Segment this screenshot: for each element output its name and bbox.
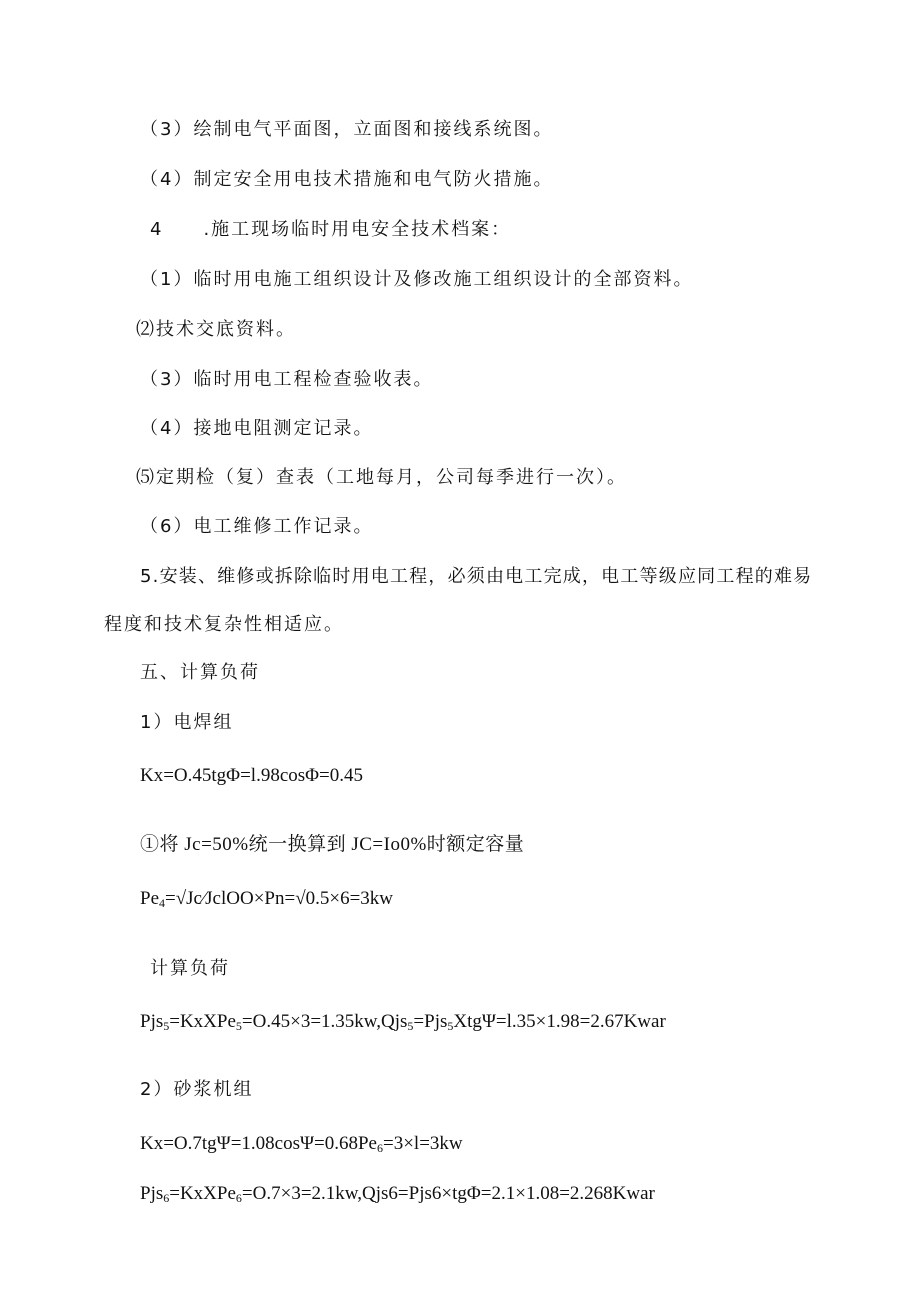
pjs5-sub2: 5 <box>235 1019 242 1033</box>
archive-item-2: ⑵技术交底资料。 <box>136 319 296 340</box>
calc-load-label: 计算负荷 <box>150 958 230 979</box>
mortar-mixer-heading: 2）砂浆机组 <box>140 1079 254 1100</box>
item-4-safety-measures: （4）制定安全用电技术措施和电气防火措施。 <box>140 169 554 190</box>
pe4-subscript: 4 <box>159 896 165 910</box>
capacity-conversion-note: ①将 Jc=50%统一换算到 JC=Io0%时额定容量 <box>140 834 525 855</box>
pe4-symbol: Pe <box>140 888 159 909</box>
pjs5-sub3: 5 <box>407 1019 414 1033</box>
archive-item-3: （3）临时用电工程检查验收表。 <box>140 369 434 390</box>
pjs5-part-c: =O.45×3=1.35kw,Qjs <box>241 1011 408 1032</box>
pjs5-part-e: XtgΨ=l.35×1.98=2.67Kwar <box>453 1011 666 1032</box>
section-5-paragraph-line1: 5.安装、维修或拆除临时用电工程，必须由电工完成，电工等级应同工程的难易 <box>140 566 813 587</box>
section-4-title: .施工现场临时用电安全技术档案： <box>203 219 512 240</box>
mortar-coeff-subscript: 6 <box>376 1141 383 1155</box>
pjs5-part-b: =KxXPe <box>169 1011 236 1032</box>
section-5-paragraph-line2: 程度和技术复杂性相适应。 <box>104 614 344 635</box>
mortar-coeff-part-a: Kx=O.7tgΨ=1.08cosΨ=0.68Pe <box>140 1133 377 1154</box>
welding-group-heading: 1）电焊组 <box>140 712 234 733</box>
pjs6-symbol: Pjs <box>140 1183 164 1204</box>
pe4-formula <box>140 887 393 911</box>
chapter-5-heading: 五、计算负荷 <box>140 662 260 683</box>
archive-item-5: ⑸定期检（复）查表（工地每月，公司每季进行一次）。 <box>136 467 627 488</box>
pjs5-sub4: 5 <box>447 1019 454 1033</box>
pjs6-formula <box>140 1182 655 1206</box>
pjs6-part-b: =KxXPe <box>169 1183 236 1204</box>
pe4-expression: =√Jc∕JclOO×Pn=√0.5×6=3kw <box>165 888 394 909</box>
section-4-heading <box>150 218 511 242</box>
section-4-number: 4 <box>150 219 164 240</box>
mortar-coeff-part-b: =3×l=3kw <box>382 1133 463 1154</box>
pjs6-part-c: =O.7×3=2.1kw,Qjs6=Pjs6×tgΦ=2.1×1.08=2.268Kwar <box>241 1183 655 1204</box>
welding-coefficients: Kx=O.45tgΦ=l.98cosΦ=0.45 <box>140 765 363 786</box>
item-3-drawings: （3）绘制电气平面图，立面图和接线系统图。 <box>140 119 554 140</box>
archive-item-1: （1）临时用电施工组织设计及修改施工组织设计的全部资料。 <box>140 269 694 290</box>
pjs5-part-d: =Pjs <box>413 1011 448 1032</box>
pjs6-sub2: 6 <box>235 1191 242 1205</box>
pjs5-symbol: Pjs <box>140 1011 164 1032</box>
mortar-coefficients <box>140 1132 463 1156</box>
pjs6-sub1: 6 <box>163 1191 170 1205</box>
pjs5-sub1: 5 <box>163 1019 170 1033</box>
archive-item-4: （4）接地电阻测定记录。 <box>140 418 374 439</box>
archive-item-6: （6）电工维修工作记录。 <box>140 516 374 537</box>
pjs5-formula <box>140 1010 666 1034</box>
